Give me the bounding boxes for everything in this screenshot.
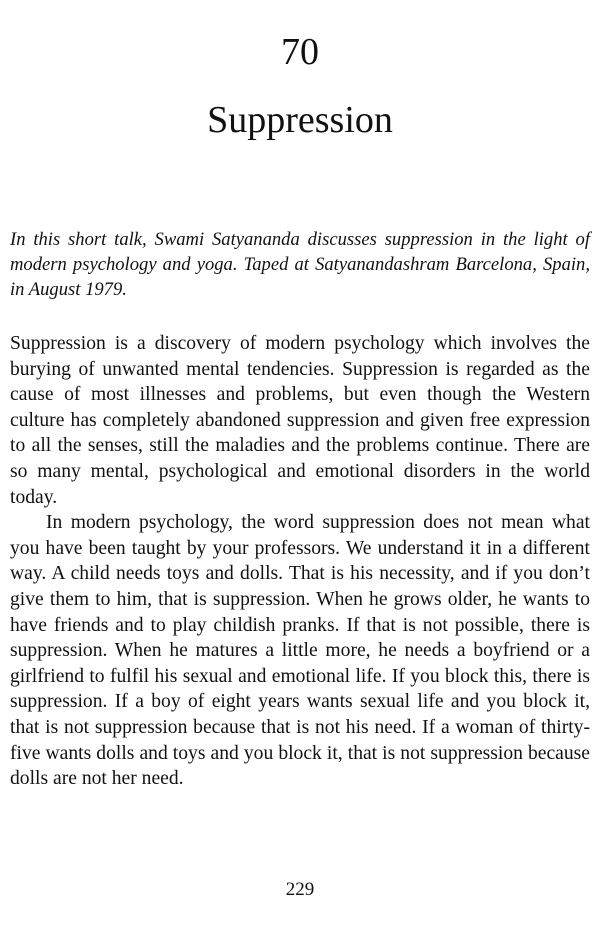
chapter-number: 70 (281, 31, 319, 73)
body-paragraph: Suppression is a discovery of modern psychology which involves the burying of unwanted mental tendencies. Suppression is regarded as the cause of most illnesses and problems, but even though the Western culture has completely abandoned suppression and given free expression to all the senses, still the maladies and the problems continue. There are so many mental, psychological and emotional disorders in the world today. (10, 333, 590, 508)
chapter-body (10, 331, 590, 792)
chapter-intro: In this short talk, Swami Satyananda discusses suppression in the light of modern psychology and yoga. Taped at Satyanandashram Barcelona, Spain, in August 1979. (10, 229, 590, 300)
chapter-title: Suppression (207, 99, 393, 141)
page-number: 229 (285, 879, 315, 900)
body-paragraph: In modern psychology, the word suppression does not mean what you have been taught by your professors. We understand it in a different way. A child needs toys and dolls. That is his necessity, and if you don’t give them to him, that is suppression. When he grows older, he wants to have friends and to play childish pranks. If that is not possible, there is suppression. When he matures a little more, he needs a boyfriend or a girlfriend to fulfil his sexual and emotional life. If you block this, there is suppression. If a boy of eight years wants sexual life and you block it, that is not suppression because that is not his need. If a woman of thirty-five wants dolls and toys and you block it, that is not suppression because dolls are not her need. (10, 512, 590, 790)
